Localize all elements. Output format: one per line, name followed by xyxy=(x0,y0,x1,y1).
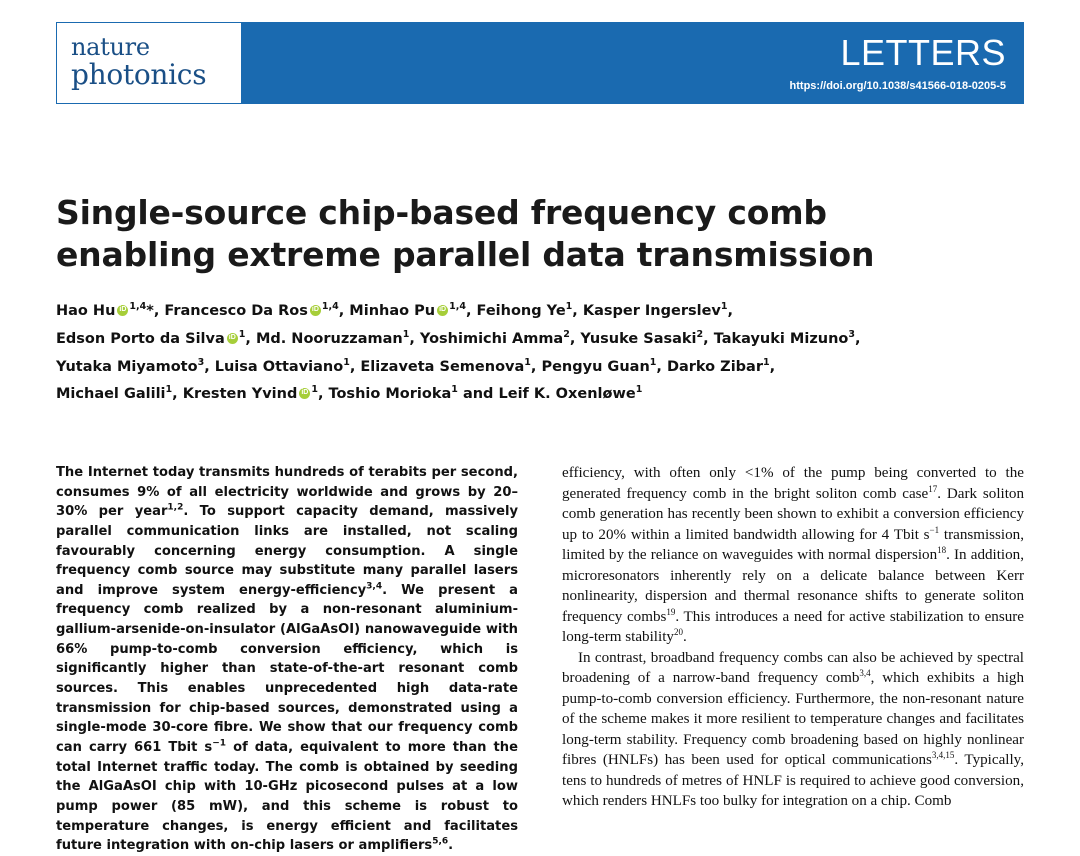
journal-logo xyxy=(56,22,242,104)
orcid-icon[interactable] xyxy=(299,388,310,399)
abstract-paragraph: The Internet today transmits hundreds of terabits per second, consumes 9% of all electricity worldwide and grows by 20–30% per year$^{1,2}$. To support capacity demand, massively parallel communication links are installed, not scaling favourably concerning energy consumption. A single frequency comb source may substitute many parallel lasers and improve system energy-efficiency$^{3,4}$. We present a frequency comb realized by a non-resonant aluminium-gallium-arsenide-on-insulator (AlGaAsOI) nanowaveguide with 66% pump-to-comb conversion efficiency, which is significantly higher than state-of-the-art resonant comb sources. This enables unprecedented high data-rate transmission for chip-based sources, demonstrated using a single-mode 30-core fibre. We show that our frequency comb can carry 661 Tbit $s^{-1}$ of data, equivalent to more than the total Internet traffic today. The comb is obtained by seeding the AlGaAsOI chip with 10-GHz picosecond pulses at a low pump power (85 mW), and this scheme is robust to temperature changes, is energy efficient and facilitates future integration with on-chip lasers or amplifiers$^{5,6}$. xyxy=(56,465,518,854)
author-list: Hao Hu iD $^{1,4}$*, Francesco Da Ros iD $^{1,4}$, Minhao Pu iD $^{1,4}$, Feihong Ye$^1$, Kasper Ingerslev$^1$, Edson Porto da Silva iD $^1$, Md. Nooruzzaman$^1$, Yoshimichi Amma$^2$, Yusuke Sasaki$^2$, Takayuki Mizuno$^3$, Yutaka Miyamoto$^3$, Luisa Ottaviano$^1$, Elizaveta Semenova$^1$, Pengyu Guan$^1$, Darko Zibar$^1$, Michael Galili$^1$, Kresten Yvind iD $^1$, Toshio Morioka$^1$ and Leif K. Oxenløwe$^1$ xyxy=(56,298,1016,409)
orcid-icon[interactable] xyxy=(117,305,128,316)
journal-header-band xyxy=(56,22,1024,104)
column-right xyxy=(562,463,1024,856)
journal-name-nature: nature xyxy=(71,32,150,61)
body-paragraph-2: In contrast, broadband frequency combs can also be achieved by spectral broadening of a narrow-band frequency comb$^{3,4}$, which exhibits a high pump-to-comb conversion efficiency. Furthermore, the non-resonant nature of the scheme makes it more resilient to temperature changes and facilitates long-term stability. Frequency comb broadening based on highly nonlinear fibres (HNLFs) has been used for optical communications$^{3,4,15}$. Typically, tens to hundreds of metres of HNLF is required to achieve good conversion, which renders HNLFs too bulky for integration on a chip. Comb xyxy=(562,649,1024,810)
body-paragraph-1: efficiency, with often only <1% of the pump being converted to the generated frequency comb in the bright soliton comb case$^{17}$. Dark soliton comb generation has recently been shown to exhibit a conversion efficiency up to 20% within a limited bandwidth allowing for 4 Tbit $s^{-1}$ transmission, limited by the reliance on waveguides with normal dispersion$^{18}$. In addition, microresonators inherently rely on a delicate balance between Kerr nonlinearity, dispersion and thermal resonance shifts to generate soliton frequency combs$^{19}$. This introduces a need for active stabilization to ensure long-term stability$^{20}$. xyxy=(562,465,1024,646)
orcid-icon[interactable] xyxy=(227,333,238,344)
orcid-icon[interactable] xyxy=(310,305,321,316)
section-label: LETTERS xyxy=(840,31,1006,73)
article-title: Single-source chip-based frequency comb enabling extreme parallel data transmission xyxy=(56,193,875,275)
column-left xyxy=(56,463,518,856)
orcid-icon[interactable] xyxy=(437,305,448,316)
journal-name-photonics: photonics xyxy=(71,57,207,91)
doi-link[interactable]: https://doi.org/10.1038/s41566-018-0205-5 xyxy=(789,79,1006,92)
header-right-block xyxy=(242,22,1024,104)
article-body xyxy=(56,463,1024,856)
